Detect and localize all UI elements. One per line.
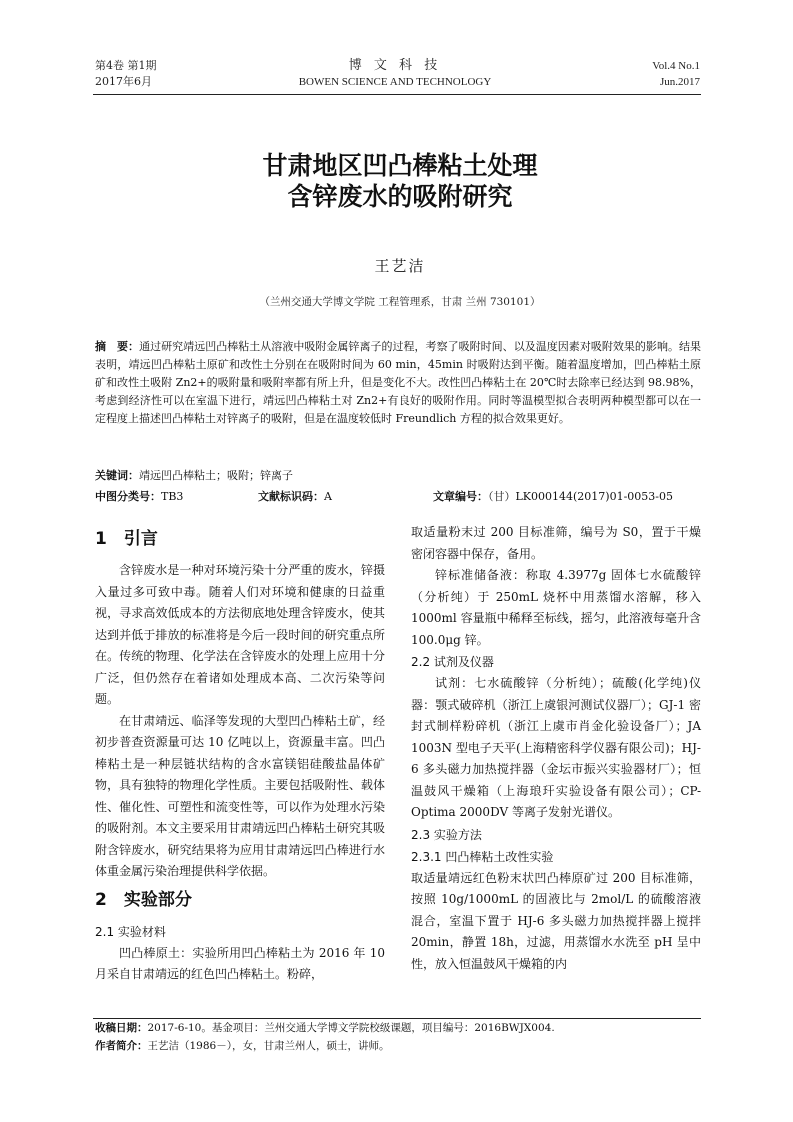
section-1-heading: 1 引言 <box>95 529 158 549</box>
article-value: （甘）LK000144(2017)01-0053-05 <box>488 490 674 503</box>
keywords <box>95 467 701 485</box>
paragraph: 取适量靖远红色粉末状凹凸棒原矿过 200 目标准筛，按照 10g/1000mL 的固液比与 2mol/L 的硫酸溶液混合，室温下置于 HJ-6 多头磁力加热搅拌器上搅拌 20min，静置 18h，过滤，用蒸馏水水洗至 pH 呈中性，放入恒温鼓风干燥箱的内 <box>411 870 701 971</box>
paragraph: 锌标准储备液：称取 4.3977g 固体七水硫酸锌（分析纯）于 250mL 烧杯中用蒸馏水溶解，移入 1000ml 容量瓶中稀释至标线，摇匀，此溶液每毫升含 100.0μg 锌。 <box>411 568 701 647</box>
received-date-note <box>95 1020 555 1037</box>
clc-label: 中图分类号： <box>95 490 161 503</box>
keywords-text: 靖远凹凸棒粘土；吸附；锌离子 <box>139 469 293 482</box>
paragraph: 凹凸棒原土：实验所用凹凸棒粘土为 2016 年 10 月采自甘肃靖远的红色凹凸棒粘土。粉碎， <box>95 945 385 981</box>
subsection-2-3-heading: 2.3 实验方法 <box>411 827 482 842</box>
doc-label: 文献标识码： <box>258 490 324 503</box>
header-volume-info-en <box>600 58 700 90</box>
clc-value: TB3 <box>161 490 184 503</box>
abstract-label: 摘 要： <box>95 340 140 353</box>
section-2-heading: 2 实验部分 <box>95 889 192 910</box>
title-line-1: 甘肃地区凹凸棒粘土处理 <box>262 151 538 180</box>
paragraph: 试剂：七水硫酸锌（分析纯）；硫酸(化学纯)仪器：颚式破碎机（浙江上虞银河测试仪器厂）；GJ-1 密封式制样粉碎机（浙江上虞市肖金化验设备厂）；JA 1003N 型电子天平(上海精密科学仪器有限公司)；HJ-6 多头磁力加热搅拌器（金坛市振兴实验器材厂）；恒温鼓风干燥箱（上海琅玕实验设备有限公司）；CP-Optima 2000DV 等离子发射光谱仪。 <box>411 676 701 819</box>
article-number <box>433 488 673 506</box>
subsection-2-3-1-heading: 2.3.1 凹凸棒粘土改性实验 <box>411 849 554 864</box>
doc-value: A <box>324 490 332 503</box>
paragraph: 取适量粉末过 200 目标准筛，编号为 S0，置于干燥密闭容器中保存，备用。 <box>411 525 701 561</box>
keywords-label: 关键词： <box>95 469 139 482</box>
paragraph: 含锌废水是一种对环境污染十分严重的废水，锌摄入量过多可致中毒。随着人们对环境和健康的日益重视，寻求高效低成本的方法彻底地处理含锌废水，使其达到并低于排放的标准将是今后一段时间的研究重点所在。传统的物理、化学法在含锌废水的处理上应用十分广泛，但仍然存在着诸如处理成本高、二次污染等问题。 <box>95 563 385 706</box>
left-column <box>95 522 385 986</box>
document-code <box>258 488 332 506</box>
journal-name: 博 文 科 技 <box>348 58 442 73</box>
subsection-2-2-heading: 2.2 试剂及仪器 <box>411 655 494 669</box>
right-column <box>411 522 701 975</box>
header-volume: 第4卷 第1期 <box>95 59 157 72</box>
header-date: 2017年6月 <box>95 75 152 88</box>
clc-number <box>95 488 183 506</box>
author-bio-label: 作者简介： <box>95 1040 148 1052</box>
subsection-2-1-heading: 2.1 实验材料 <box>95 924 166 939</box>
paragraph: 在甘肃靖远、临泽等发现的大型凹凸棒粘土矿，经初步普查资源量可达 10 亿吨以上，资源量丰富。凹凸棒粘土是一种层链状结构的含水富镁铝硅酸盐晶体矿物，具有独特的物理化学性质。主要包括吸附性、载体性、催化性、可塑性和流变性等，可以作为处理水污染的吸附剂。本文主要采用甘肃靖远凹凸棒粘土研究其吸附含锌废水，研究结果将为应用甘肃靖远凹凸棒进行水体重金属污染治理提供科学依据。 <box>95 713 385 878</box>
footnote-rule <box>93 1018 701 1019</box>
paper-title <box>150 150 650 212</box>
affiliation: （兰州交通大学博文学院 工程管理系，甘肃 兰州 730101） <box>259 296 541 308</box>
header-date-en: Jun.2017 <box>659 76 700 88</box>
header-journal <box>250 58 540 90</box>
title-line-2: 含锌废水的吸附研究 <box>287 182 513 211</box>
author-bio-note <box>95 1038 389 1055</box>
abstract-text: 通过研究靖远凹凸棒粘土从溶液中吸附金属锌离子的过程，考察了吸附时间、以及温度因素对吸附效果的影响。结果表明，靖远凹凸棒粘土原矿和改性土分别在在吸附时间为 60 min，45min 时吸附达到平衡。随着温度增加，凹凸棒粘土原矿和改性土吸附 Zn2+的吸附量和吸附率都有所上升，但是变化不大。改性凹凸棒粘土在 20℃时去除率已经达到 98.98%，考虑到经济性可以在室温下进行，靖远凹凸棒粘土对 Zn2+有良好的吸附作用。同时等温模型拟合表明两种模型都可以在一定程度上描述凹凸棒粘土对锌离子的吸附，但是在温度较低时 Freundlich 方程的拟合效果更好。 <box>95 340 702 425</box>
header-volume-en: Vol.4 No.1 <box>652 60 700 72</box>
author-bio-text: 王艺洁（1986－），女，甘肃兰州人，硕士，讲师。 <box>147 1040 390 1052</box>
author-name: 王艺洁 <box>374 257 426 275</box>
header-rule <box>93 94 701 95</box>
header-volume-info <box>95 58 215 90</box>
received-label: 收稿日期： <box>95 1022 148 1034</box>
abstract <box>95 338 701 428</box>
received-text: 2017-6-10。基金项目：兰州交通大学博文学院校级课题，项目编号：2016BWJX004. <box>147 1022 555 1034</box>
article-label: 文章编号： <box>433 490 488 503</box>
journal-name-en: BOWEN SCIENCE AND TECHNOLOGY <box>298 76 492 88</box>
